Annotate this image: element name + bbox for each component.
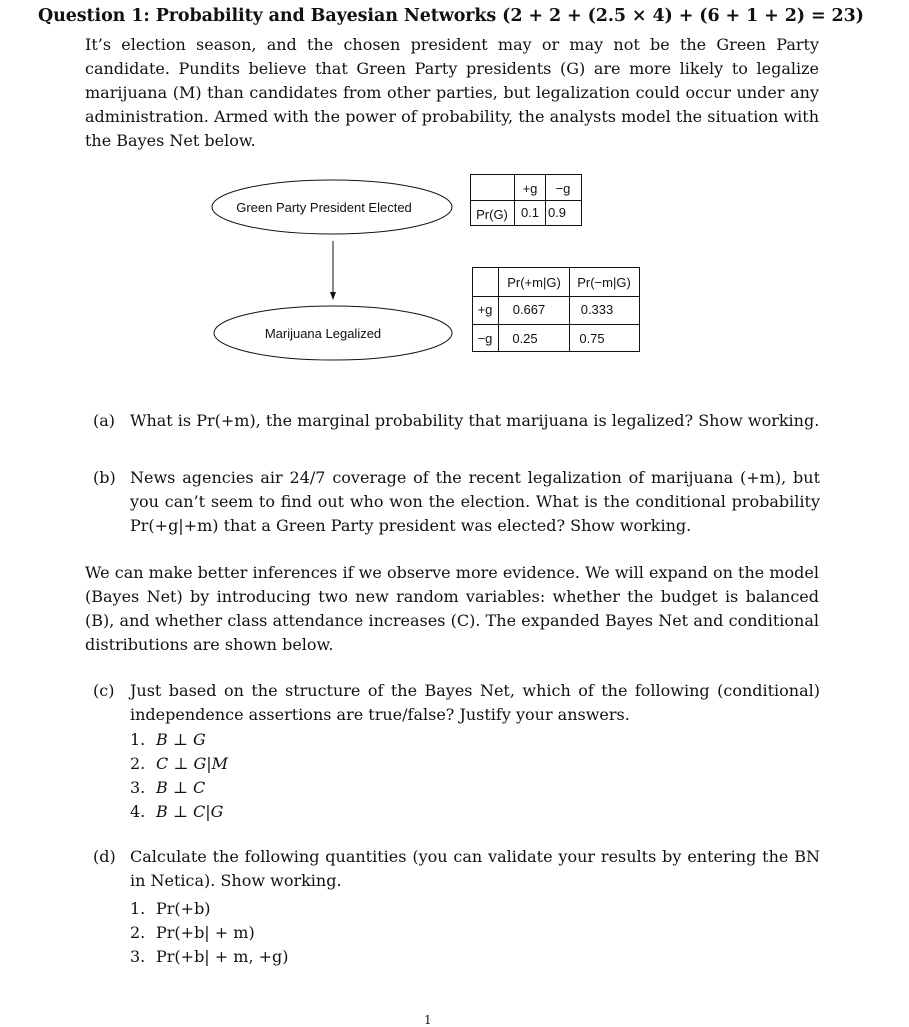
table-g-value-pos: 0.1	[520, 205, 540, 220]
part-b-text: News agencies air 24/7 coverage of the recent legalization of marijuana (+m), but you can’t seem to find out who won the election. What is the conditional probability Pr(+g|+m) that a Green Party president was elected? Show working.	[130, 468, 820, 535]
table-m-row2-label: −g	[477, 331, 493, 346]
question-title: Question 1: Probability and Bayesian Networks (2 + 2 + (2.5 × 4) + (6 + 1 + 2) = 23)	[38, 6, 864, 26]
table-m-row2-pos: 0.25	[512, 331, 538, 346]
table-g-header-neg: −g	[555, 181, 571, 196]
intro-text: It’s election season, and the chosen president may or may not be the Green Party candidate. Pundits believe that Green Party presidents (G) are more likely to legalize marijuana (M) than candidates from other parties, but legalization could occur under any administration. Armed with the power of probability, the analysts model the situation with the Bayes Net below.	[85, 35, 819, 150]
part-c-item-4: 4. B ⊥ C|G	[130, 802, 224, 821]
table-m-header-pos: Pr(+m|G)	[507, 275, 561, 290]
part-c-label: (c)	[93, 681, 115, 700]
part-c-item-2: 2. C ⊥ G|M	[130, 754, 229, 773]
table-g-header-pos: +g	[522, 181, 538, 196]
part-d-item-1: 1. Pr(+b)	[130, 899, 211, 918]
expansion-text: We can make better inferences if we observe more evidence. We will expand on the model (Bayes Net) by introducing two new random variables: whether the budget is balanced (B), and whether class attendance increases (C). The expanded Bayes Net and conditional distributions are shown below.	[85, 563, 819, 654]
table-g-value-neg: 0.9	[547, 205, 567, 220]
table-m-header-neg: Pr(−m|G)	[577, 275, 631, 290]
part-c-item-1: 1. B ⊥ G	[130, 730, 206, 749]
part-c-text: Just based on the structure of the Bayes Net, which of the following (conditional) independence assertions are true/false? Justify your answers.	[130, 681, 820, 724]
table-m-row1-label: +g	[477, 302, 493, 317]
part-b-label: (b)	[93, 468, 116, 487]
edge-arrowhead	[330, 292, 336, 300]
part-c-item-3: 3. B ⊥ C	[130, 778, 206, 797]
part-a-label: (a)	[93, 411, 116, 430]
part-a-text: What is Pr(+m), the marginal probability that marijuana is legalized? Show working.	[130, 411, 820, 430]
node-green-party-label: Green Party President Elected	[236, 200, 412, 215]
part-d-text: Calculate the following quantities (you can validate your results by entering the BN in Netica). Show working.	[130, 847, 820, 890]
node-marijuana-label: Marijuana Legalized	[264, 326, 382, 341]
expansion-paragraph	[85, 561, 819, 657]
table-m-row1-pos: 0.667	[512, 302, 546, 317]
page-number: 1	[424, 1013, 432, 1027]
part-d-item-2: 2. Pr(+b| + m)	[130, 923, 255, 942]
table-m-row1-neg: 0.333	[580, 302, 614, 317]
part-d-label: (d)	[93, 847, 116, 866]
table-g-row-label: Pr(G)	[476, 207, 508, 222]
bayes-net-diagram	[0, 0, 909, 400]
table-m-row2-neg: 0.75	[579, 331, 605, 346]
part-d-item-3: 3. Pr(+b| + m, +g)	[130, 947, 289, 966]
